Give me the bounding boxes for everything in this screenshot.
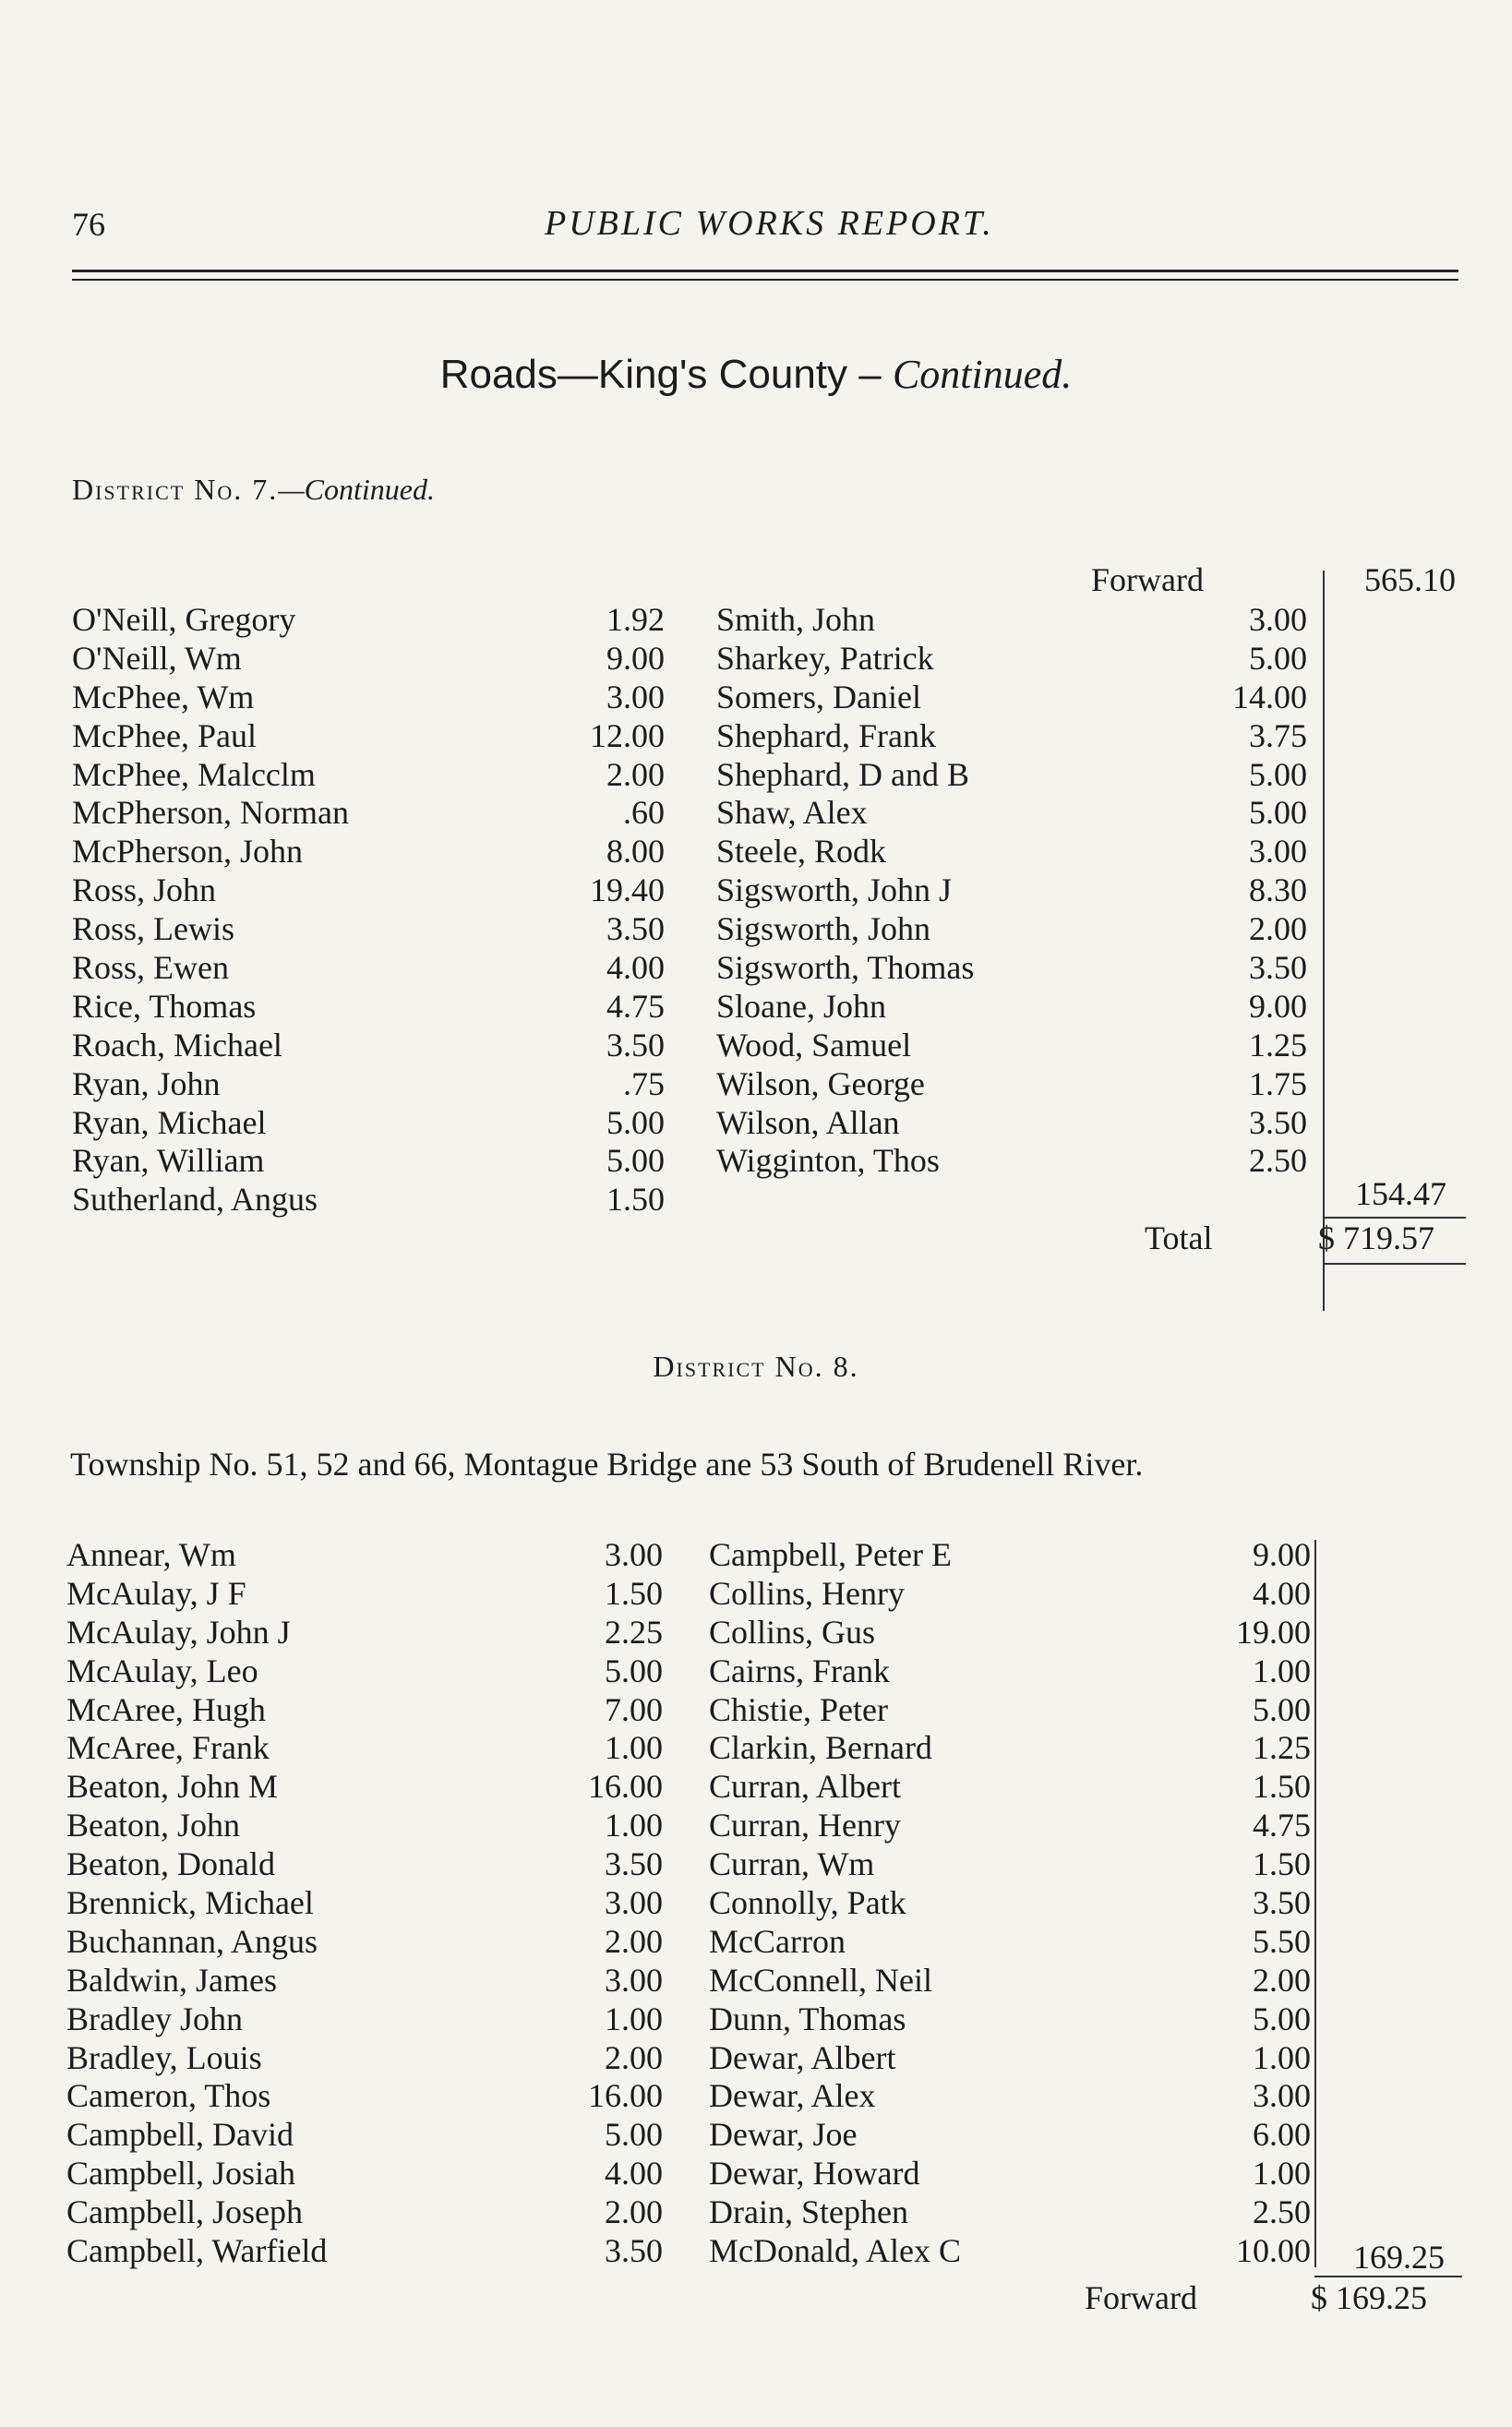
entry-name: McDonald, Alex C: [709, 2232, 961, 2270]
entry-name: McPhee, Wm: [72, 678, 255, 715]
entry-amount: 4.75: [1253, 1807, 1311, 1844]
entry-amount: 16.00: [588, 2077, 663, 2115]
entry-amount: 3.50: [1253, 1884, 1311, 1922]
entry-name: McPhee, Paul: [72, 716, 257, 754]
entry-amount: 1.50: [1253, 1768, 1311, 1806]
entry-name: Chistie, Peter: [709, 1690, 888, 1728]
list-item: [709, 1691, 1314, 1730]
entry-amount: 2.00: [606, 755, 665, 793]
entry-amount: .60: [623, 794, 665, 832]
list-item: [72, 756, 672, 795]
list-item: [716, 679, 1316, 717]
entry-name: Cairns, Frank: [709, 1652, 890, 1689]
entry-name: Ryan, William: [72, 1142, 265, 1180]
district-8-heading: District No. 8.: [653, 1350, 859, 1383]
entry-name: Dewar, Joe: [709, 2116, 858, 2154]
entry-amount: 3.50: [605, 2232, 663, 2270]
entry-name: Wilson, George: [716, 1064, 925, 1102]
total-amount: $ 719.57: [1318, 1220, 1434, 1256]
entry-name: Ross, Ewen: [72, 949, 229, 987]
list-item: [66, 1962, 666, 2000]
list-item: [72, 1027, 672, 1065]
entry-amount: 3.00: [1249, 833, 1307, 871]
entry-name: Wigginton, Thos: [716, 1142, 940, 1180]
entry-name: Smith, John: [716, 601, 876, 638]
entry-amount: 5.00: [606, 1103, 665, 1141]
list-item: [72, 910, 672, 949]
list-item: [72, 949, 672, 988]
entry-amount: 1.25: [1253, 1729, 1311, 1767]
list-item: [716, 988, 1316, 1027]
list-item: [66, 1923, 666, 1962]
list-item: [66, 1652, 666, 1691]
entry-amount: 5.50: [1253, 1922, 1311, 1960]
list-item: [709, 2193, 1314, 2232]
list-item: [66, 2077, 666, 2116]
list-item: [709, 1962, 1314, 2000]
list-item: [716, 601, 1316, 640]
entry-amount: 4.75: [606, 987, 665, 1025]
list-item: [72, 1065, 672, 1104]
section-title: Roads—King's County – Continued.: [439, 352, 1073, 397]
entry-amount: 8.30: [1249, 871, 1307, 909]
entry-amount: 16.00: [588, 1768, 663, 1806]
entry-name: Campbell, Warfield: [66, 2232, 328, 2270]
entry-amount: 10.00: [1236, 2232, 1311, 2270]
list-item: [709, 1845, 1314, 1884]
entry-name: Dewar, Howard: [709, 2155, 920, 2193]
subtotal-rule: [1314, 2276, 1462, 2277]
entry-amount: 1.00: [605, 2000, 663, 2037]
list-item: [716, 833, 1316, 871]
list-item: [709, 2077, 1314, 2116]
forward-amount: 565.10: [1364, 561, 1456, 598]
list-item: [72, 679, 672, 717]
list-item: [709, 1768, 1314, 1807]
list-item: [72, 794, 672, 833]
entry-amount: 6.00: [1253, 2116, 1311, 2154]
list-item: [72, 1181, 672, 1220]
subtotal: 154.47: [1355, 1175, 1446, 1212]
entry-amount: 3.50: [1249, 1103, 1307, 1141]
entry-name: Bradley, Louis: [66, 2038, 262, 2076]
entry-name: Campbell, Peter E: [709, 1536, 952, 1573]
list-item: [709, 1729, 1314, 1768]
district-8-right-list: [709, 1536, 1314, 2271]
entry-amount: 2.50: [1249, 1142, 1307, 1180]
list-item: [66, 1845, 666, 1884]
entry-name: Campbell, David: [66, 2116, 294, 2154]
entry-amount: 3.00: [1253, 2077, 1311, 2115]
entry-name: McAree, Frank: [66, 1729, 270, 1767]
list-item: [709, 2039, 1314, 2078]
entry-amount: 2.00: [1253, 1961, 1311, 1999]
entry-amount: 1.00: [1253, 1652, 1311, 1689]
list-item: [709, 2232, 1314, 2271]
entry-name: Bradley John: [66, 2000, 243, 2037]
list-item: [66, 2116, 666, 2155]
entry-name: McPhee, Malcclm: [72, 755, 316, 793]
entry-name: Wood, Samuel: [716, 1026, 912, 1063]
forward-amount: $ 169.25: [1311, 2279, 1427, 2316]
column-rule: [1323, 571, 1325, 1311]
entry-name: Beaton, John M: [66, 1768, 278, 1806]
entry-name: McCarron: [709, 1922, 846, 1960]
entry-amount: 14.00: [1232, 678, 1307, 715]
list-item: [716, 756, 1316, 795]
entry-name: McConnell, Neil: [709, 1961, 932, 1999]
entry-name: Ryan, Michael: [72, 1103, 267, 1141]
entry-amount: 8.00: [606, 833, 665, 871]
list-item: [709, 1652, 1314, 1691]
list-item: [716, 1065, 1316, 1104]
list-item: [72, 1142, 672, 1181]
entry-name: McAulay, John J: [66, 1613, 291, 1651]
entry-name: Dewar, Alex: [709, 2077, 876, 2115]
list-item: [66, 2155, 666, 2193]
list-item: [716, 871, 1316, 910]
entry-amount: 3.50: [606, 1026, 665, 1063]
list-item: [66, 1691, 666, 1730]
entry-amount: 5.00: [605, 2116, 663, 2154]
list-item: [709, 1807, 1314, 1845]
entry-name: Sharkey, Patrick: [716, 639, 934, 677]
entry-name: Ross, Lewis: [72, 910, 235, 948]
entry-name: McPherson, Norman: [72, 794, 349, 832]
list-item: [709, 1884, 1314, 1923]
entry-name: Curran, Henry: [709, 1807, 901, 1844]
entry-amount: 5.00: [1249, 639, 1307, 677]
entry-name: Dunn, Thomas: [709, 2000, 906, 2037]
entry-amount: 2.25: [605, 1613, 663, 1651]
entry-name: Sloane, John: [716, 987, 886, 1025]
entry-name: Shephard, Frank: [716, 716, 936, 754]
entry-name: Shaw, Alex: [716, 794, 868, 832]
list-item: [709, 1536, 1314, 1575]
list-item: [66, 1768, 666, 1807]
forward-label: Forward: [1085, 2279, 1197, 2316]
district-7-right-list: [716, 601, 1316, 1181]
entry-name: Curran, Albert: [709, 1768, 901, 1806]
entry-name: McAree, Hugh: [66, 1690, 266, 1728]
entry-name: Sigsworth, Thomas: [716, 949, 975, 987]
list-item: [72, 717, 672, 756]
entry-name: Ryan, John: [72, 1064, 221, 1102]
total-label: Total: [1145, 1220, 1213, 1256]
list-item: [709, 1614, 1314, 1652]
entry-amount: 5.00: [606, 1142, 665, 1180]
list-item: [716, 949, 1316, 988]
entry-name: Steele, Rodk: [716, 833, 886, 871]
entry-name: Sigsworth, John J: [716, 871, 953, 909]
entry-name: Roach, Michael: [72, 1026, 282, 1063]
entry-amount: 4.00: [605, 2155, 663, 2193]
township-line: Township No. 51, 52 and 66, Montague Bridge ane 53 South of Brudenell River.: [70, 1446, 1144, 1483]
list-item: [72, 833, 672, 871]
entry-amount: 5.00: [1253, 1690, 1311, 1728]
entry-amount: 2.00: [605, 1922, 663, 1960]
entry-name: Beaton, Donald: [66, 1845, 275, 1883]
list-item: [716, 640, 1316, 679]
entry-name: Buchannan, Angus: [66, 1922, 318, 1960]
header-rule: [72, 270, 1458, 272]
entry-amount: 3.00: [605, 1961, 663, 1999]
entry-name: Wilson, Allan: [716, 1103, 900, 1141]
list-item: [709, 1575, 1314, 1614]
list-item: [716, 1142, 1316, 1181]
column-rule: [1314, 1540, 1316, 2267]
entry-name: Somers, Daniel: [716, 678, 921, 715]
header-rule: [72, 279, 1458, 281]
list-item: [66, 1729, 666, 1768]
entry-name: Sutherland, Angus: [72, 1181, 318, 1219]
list-item: [72, 988, 672, 1027]
entry-amount: 3.50: [606, 910, 665, 948]
entry-amount: 1.75: [1249, 1064, 1307, 1102]
entry-amount: 2.50: [1253, 2193, 1311, 2231]
entry-name: Campbell, Josiah: [66, 2155, 295, 2193]
list-item: [66, 2193, 666, 2232]
entry-amount: 5.00: [605, 1652, 663, 1689]
entry-name: Ross, John: [72, 871, 217, 909]
entry-amount: 3.00: [1249, 601, 1307, 638]
list-item: [716, 794, 1316, 833]
entry-name: Sigsworth, John: [716, 910, 931, 948]
entry-name: Cameron, Thos: [66, 2077, 271, 2115]
entry-amount: 1.00: [1253, 2155, 1311, 2193]
entry-amount: 3.00: [606, 678, 665, 715]
entry-amount: 1.50: [605, 1574, 663, 1612]
entry-amount: .75: [623, 1064, 665, 1102]
list-item: [66, 2000, 666, 2039]
entry-amount: 4.00: [1253, 1574, 1311, 1612]
list-item: [66, 1807, 666, 1845]
subtotal: 169.25: [1353, 2239, 1445, 2276]
entry-name: Brennick, Michael: [66, 1884, 314, 1922]
entry-amount: 2.00: [605, 2038, 663, 2076]
list-item: [66, 2232, 666, 2271]
list-item: [72, 640, 672, 679]
entry-amount: 4.00: [606, 949, 665, 987]
entry-name: Shephard, D and B: [716, 755, 969, 793]
total-rule: [1323, 1263, 1466, 1265]
entry-name: Collins, Gus: [709, 1613, 876, 1651]
list-item: [709, 2116, 1314, 2155]
entry-amount: 1.00: [605, 1729, 663, 1767]
district-7-heading: District No. 7.—Continued.: [72, 473, 435, 506]
list-item: [716, 1027, 1316, 1065]
entry-name: Connolly, Patk: [709, 1884, 906, 1922]
list-item: [716, 717, 1316, 756]
list-item: [66, 1536, 666, 1575]
entry-name: Clarkin, Bernard: [709, 1729, 932, 1767]
entry-amount: 9.00: [1249, 987, 1307, 1025]
entry-amount: 5.00: [1249, 755, 1307, 793]
entry-amount: 1.50: [1253, 1845, 1311, 1883]
entry-name: Drain, Stephen: [709, 2193, 908, 2231]
list-item: [66, 1884, 666, 1923]
entry-amount: 3.50: [1249, 949, 1307, 987]
entry-amount: 1.25: [1249, 1026, 1307, 1063]
list-item: [716, 910, 1316, 949]
entry-name: Beaton, John: [66, 1807, 240, 1844]
entry-name: Dewar, Albert: [709, 2038, 896, 2076]
entry-amount: 1.00: [1253, 2038, 1311, 2076]
list-item: [709, 2000, 1314, 2039]
entry-amount: 2.00: [605, 2193, 663, 2231]
entry-name: O'Neill, Gregory: [72, 601, 296, 638]
entry-name: Baldwin, James: [66, 1961, 277, 1999]
entry-name: McPherson, John: [72, 833, 303, 871]
entry-amount: 3.75: [1249, 716, 1307, 754]
entry-amount: 1.92: [606, 601, 665, 638]
district-8-left-list: [66, 1536, 666, 2271]
entry-amount: 1.50: [606, 1181, 665, 1219]
entry-amount: 5.00: [1253, 2000, 1311, 2037]
running-title: PUBLIC WORKS REPORT.: [545, 204, 994, 243]
entry-name: Collins, Henry: [709, 1574, 905, 1612]
list-item: [66, 2039, 666, 2078]
entry-name: Curran, Wm: [709, 1845, 875, 1883]
district-7-left-list: [72, 601, 672, 1220]
entry-name: Annear, Wm: [66, 1536, 236, 1573]
list-item: [72, 1104, 672, 1143]
list-item: [709, 1923, 1314, 1962]
page-number: 76: [72, 206, 105, 243]
entry-name: McAulay, Leo: [66, 1652, 258, 1689]
entry-name: Campbell, Joseph: [66, 2193, 303, 2231]
entry-amount: 19.40: [590, 871, 665, 909]
forward-label: Forward: [1091, 561, 1204, 598]
entry-amount: 2.00: [1249, 910, 1307, 948]
entry-name: Rice, Thomas: [72, 987, 257, 1025]
list-item: [72, 601, 672, 640]
list-item: [709, 2155, 1314, 2193]
list-item: [66, 1614, 666, 1652]
entry-amount: 12.00: [590, 716, 665, 754]
list-item: [72, 871, 672, 910]
entry-amount: 7.00: [605, 1690, 663, 1728]
entry-amount: 1.00: [605, 1807, 663, 1844]
list-item: [716, 1104, 1316, 1143]
entry-amount: 9.00: [606, 639, 665, 677]
entry-amount: 3.50: [605, 1845, 663, 1883]
entry-amount: 5.00: [1249, 794, 1307, 832]
entry-amount: 9.00: [1253, 1536, 1311, 1573]
entry-amount: 3.00: [605, 1884, 663, 1922]
list-item: [66, 1575, 666, 1614]
entry-name: O'Neill, Wm: [72, 639, 242, 677]
entry-name: McAulay, J F: [66, 1574, 246, 1612]
entry-amount: 19.00: [1236, 1613, 1311, 1651]
entry-amount: 3.00: [605, 1536, 663, 1573]
